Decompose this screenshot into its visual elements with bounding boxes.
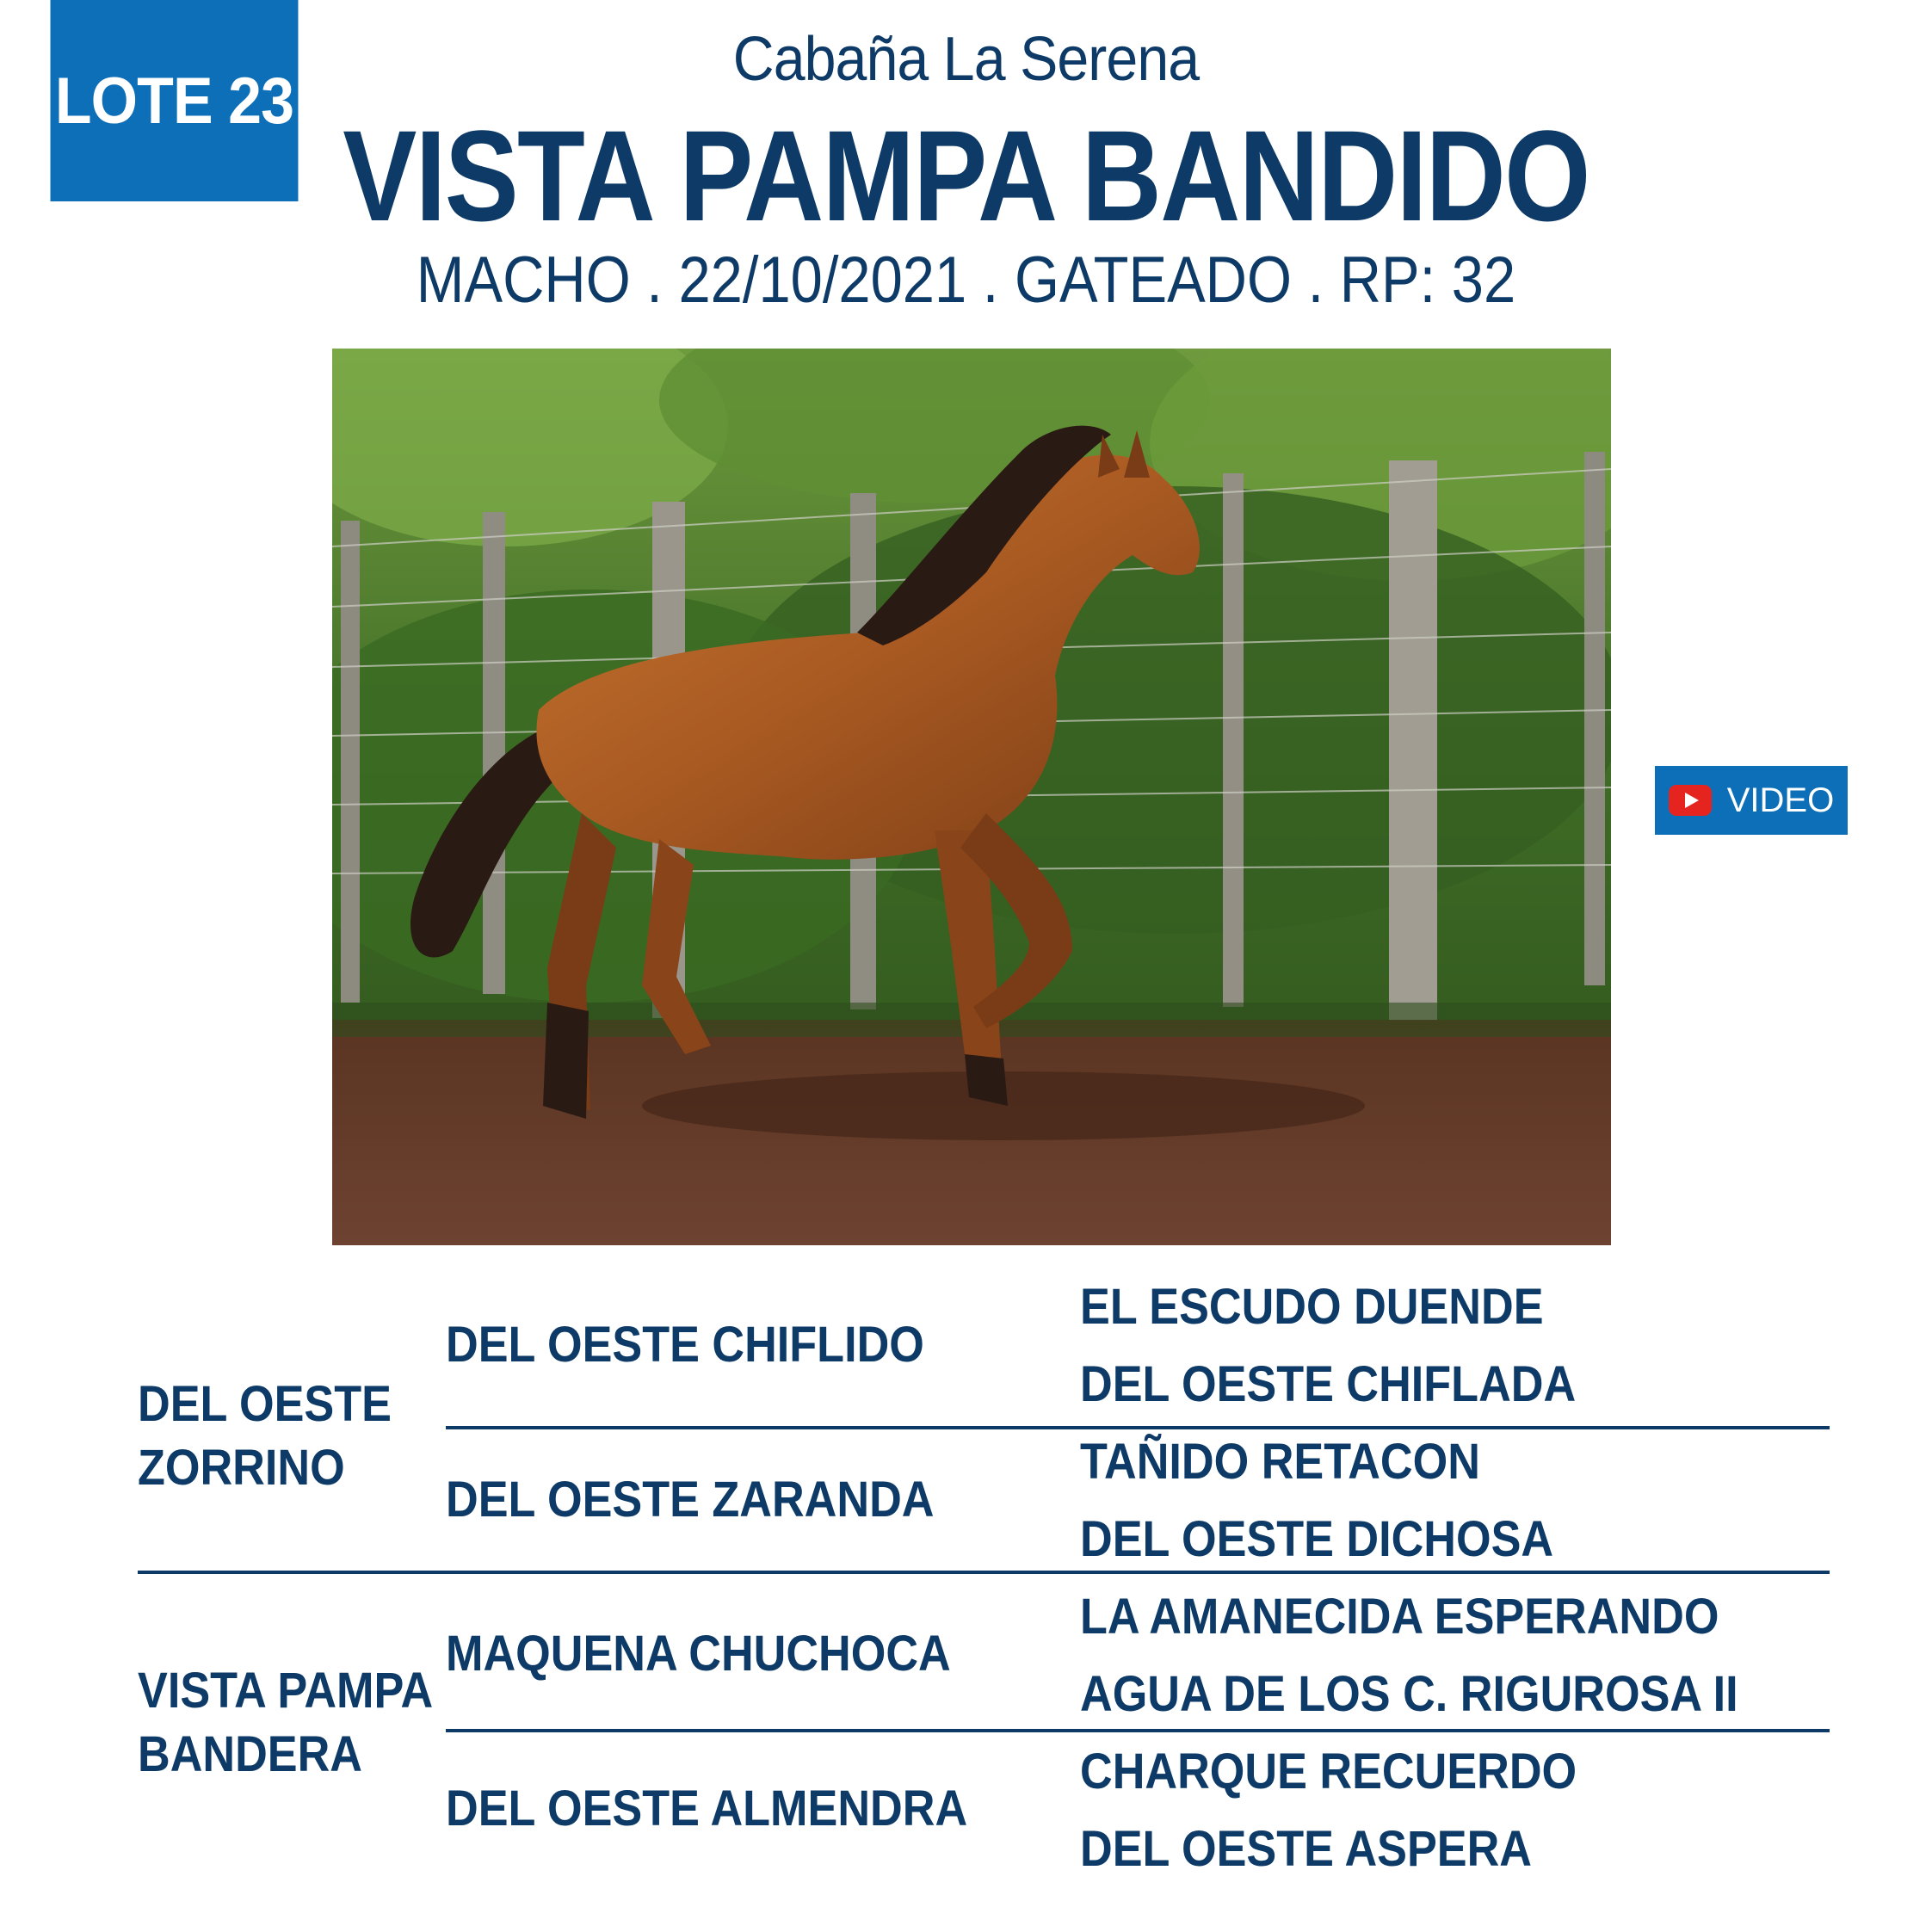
horse-name: VISTA PAMPA BANDIDO bbox=[343, 103, 1589, 248]
dam-name-line2: BANDERA bbox=[138, 1726, 362, 1782]
divider-dam-branch bbox=[446, 1729, 1830, 1732]
ds-sire-name: LA AMANECIDA ESPERANDO bbox=[1080, 1589, 1719, 1645]
sire-sire-name: DEL OESTE CHIFLIDO bbox=[446, 1317, 924, 1373]
ss-sire-name: EL ESCUDO DUENDE bbox=[1080, 1279, 1544, 1335]
video-button[interactable] bbox=[1655, 766, 1848, 835]
breeder-name: Cabaña La Serena bbox=[732, 25, 1200, 94]
divider-sire-dam bbox=[138, 1571, 1830, 1574]
dam-dam-name: DEL OESTE ALMENDRA bbox=[446, 1781, 968, 1836]
sire-name-line2: ZORRINO bbox=[138, 1440, 345, 1496]
horse-info: MACHO . 22/10/2021 . GATEADO . RP: 32 bbox=[416, 244, 1516, 317]
ds-dam-name: AGUA DE LOS C. RIGUROSA II bbox=[1080, 1666, 1738, 1722]
sd-sire-name: TAÑIDO RETACON bbox=[1080, 1434, 1480, 1490]
dd-dam-name: DEL OESTE ASPERA bbox=[1080, 1821, 1533, 1877]
sire-dam-name: DEL OESTE ZARANDA bbox=[446, 1472, 935, 1528]
dd-sire-name: CHARQUE RECUERDO bbox=[1080, 1744, 1577, 1799]
youtube-play-icon bbox=[1669, 785, 1712, 816]
horse-photo bbox=[332, 349, 1611, 1245]
horse-photo-illustration bbox=[332, 349, 1611, 1245]
dam-name-line1: VISTA PAMPA bbox=[138, 1663, 434, 1719]
sd-dam-name: DEL OESTE DICHOSA bbox=[1080, 1511, 1554, 1567]
dam-sire-name: MAQUENA CHUCHOCA bbox=[446, 1626, 951, 1682]
lot-label: LOTE 23 bbox=[54, 64, 294, 138]
video-label: VIDEO bbox=[1726, 781, 1835, 819]
divider-sire-branch bbox=[446, 1426, 1830, 1429]
sire-name-line1: DEL OESTE bbox=[138, 1376, 392, 1432]
ss-dam-name: DEL OESTE CHIFLADA bbox=[1080, 1356, 1577, 1412]
